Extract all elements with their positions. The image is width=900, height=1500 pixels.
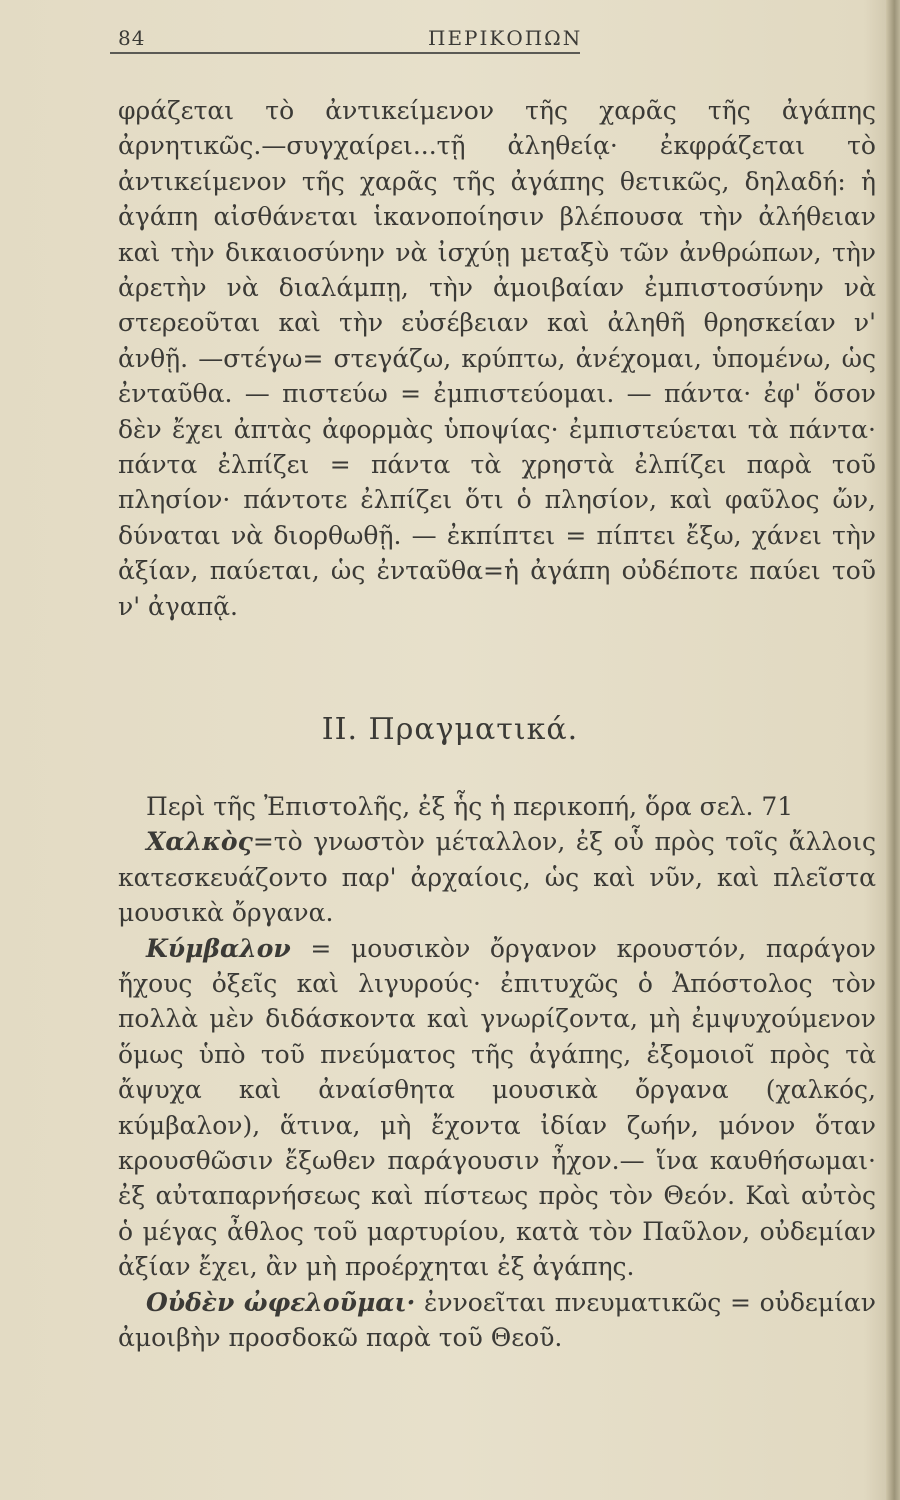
entry-definition: ἐννοεῖται πνευματικῶς = οὐδεμίαν ἀμοιβὴν προσδοκῶ παρὰ τοῦ Θεοῦ. bbox=[118, 1287, 876, 1353]
page-number: 84 bbox=[118, 26, 146, 50]
page-edge bbox=[886, 0, 900, 1500]
lemma-term: Κύμβαλον bbox=[146, 933, 291, 963]
commentary-text-continued bbox=[118, 93, 876, 624]
running-head bbox=[110, 24, 583, 54]
lemma-term: Χαλκὸς bbox=[146, 827, 253, 857]
lemma-term: Οὐδὲν ὠφελοῦμαι· bbox=[146, 1287, 416, 1317]
running-head-title: ΠΕΡΙΚΟΠΩΝ bbox=[428, 26, 583, 50]
entry-kymbalon bbox=[118, 931, 876, 1285]
section-heading: ΙΙ. Πραγματικά. bbox=[321, 712, 579, 747]
entry-ouden-ofeloumai bbox=[118, 1285, 876, 1356]
reference-line: Περὶ τῆς Ἐπιστολῆς, ἐξ ἧς ἡ περικοπή, ὅρα σελ. 71 bbox=[146, 792, 794, 821]
section-body bbox=[118, 789, 876, 1356]
commentary-paragraph: φράζεται τὸ ἀντικείμενον τῆς χαρᾶς τῆς ἀγάπης ἀρνητικῶς.—συγχαίρει...τῇ ἀληθείᾳ· ἐκφράζεται τὸ ἀντικείμενον τῆς χαρᾶς τῆς ἀγάπης θετικῶς, δηλαδή: ἡ ἀγάπη αἰσθάνεται ἱκανοποίησιν βλέπουσα τὴν ἀλήθειαν καὶ τὴν δικαιοσύνην νὰ ἰσχύῃ μεταξὺ τῶν ἀνθρώπων, τὴν ἀρετὴν νὰ διαλάμπῃ, τὴν ἀμοιβαίαν ἐμπιστοσύνην νὰ στερεοῦται καὶ τὴν εὐσέβειαν καὶ ἀληθῆ θρησκείαν ν' ἀνθῇ. —στέγω= στεγάζω, κρύπτω, ἀνέχομαι, ὑπομένω, ὡς ἐνταῦθα. — πιστεύω = ἐμπιστεύομαι. — πάντα· ἐφ' ὅσον δὲν ἔχει ἀπτὰς ἀφορμὰς ὑποψίας· ἐμπιστεύεται τὰ πάντα· πάντα ἐλπίζει = πάντα τὰ χρηστὰ ἐλπίζει παρὰ τοῦ πλησίον· πάντοτε ἐλπίζει ὅτι ὁ πλησίον, καὶ φαῦλος ὤν, δύναται νὰ διορθωθῇ. — ἐκπίπτει = πίπτει ἔξω, χάνει τὴν ἀξίαν, παύεται, ὡς ἐνταῦθα=ἡ ἀγάπη οὐδέποτε παύει τοῦ ν' ἀγαπᾷ. bbox=[118, 96, 876, 621]
entry-chalkos bbox=[118, 824, 876, 930]
entry-definition: = μουσικὸν ὄργανον κρουστόν, παράγον ἤχους ὀξεῖς καὶ λιγυρούς· ἐπιτυχῶς ὁ Ἀπόστολος τὸν πολλὰ μὲν διδάσκοντα καὶ γνωρίζοντα, μὴ ἐμψυχούμενον ὅμως ὑπὸ τοῦ πνεύματος τῆς ἀγάπης, ἐξομοιοῖ πρὸς τὰ ἄψυχα καὶ ἀναίσθητα μουσικὰ ὄργανα (χαλκός, κύμβαλον), ἅτινα, μὴ ἔχοντα ἰδίαν ζωήν, μόνον ὅταν κρουσθῶσιν ἔξωθεν παράγουσιν ἦχον.— ἵνα καυθήσωμαι· ἐξ αὐταπαρνήσεως καὶ πίστεως πρὸς τὸν Θεόν. Καὶ αὐτὸς ὁ μέγας ἆθλος τοῦ μαρτυρίου, κατὰ τὸν Παῦλον, οὐδεμίαν ἀξίαν ἔχει, ἂν μὴ προέρχηται ἐξ ἀγάπης. bbox=[118, 933, 876, 1282]
entry-definition: =τὸ γνωστὸν μέταλλον, ἐξ οὗ πρὸς τοῖς ἄλλοις κατεσκευάζοντο παρ' ἀρχαίοις, ὡς καὶ νῦν, καὶ πλεῖστα μουσικὰ ὄργανα. bbox=[118, 827, 876, 928]
